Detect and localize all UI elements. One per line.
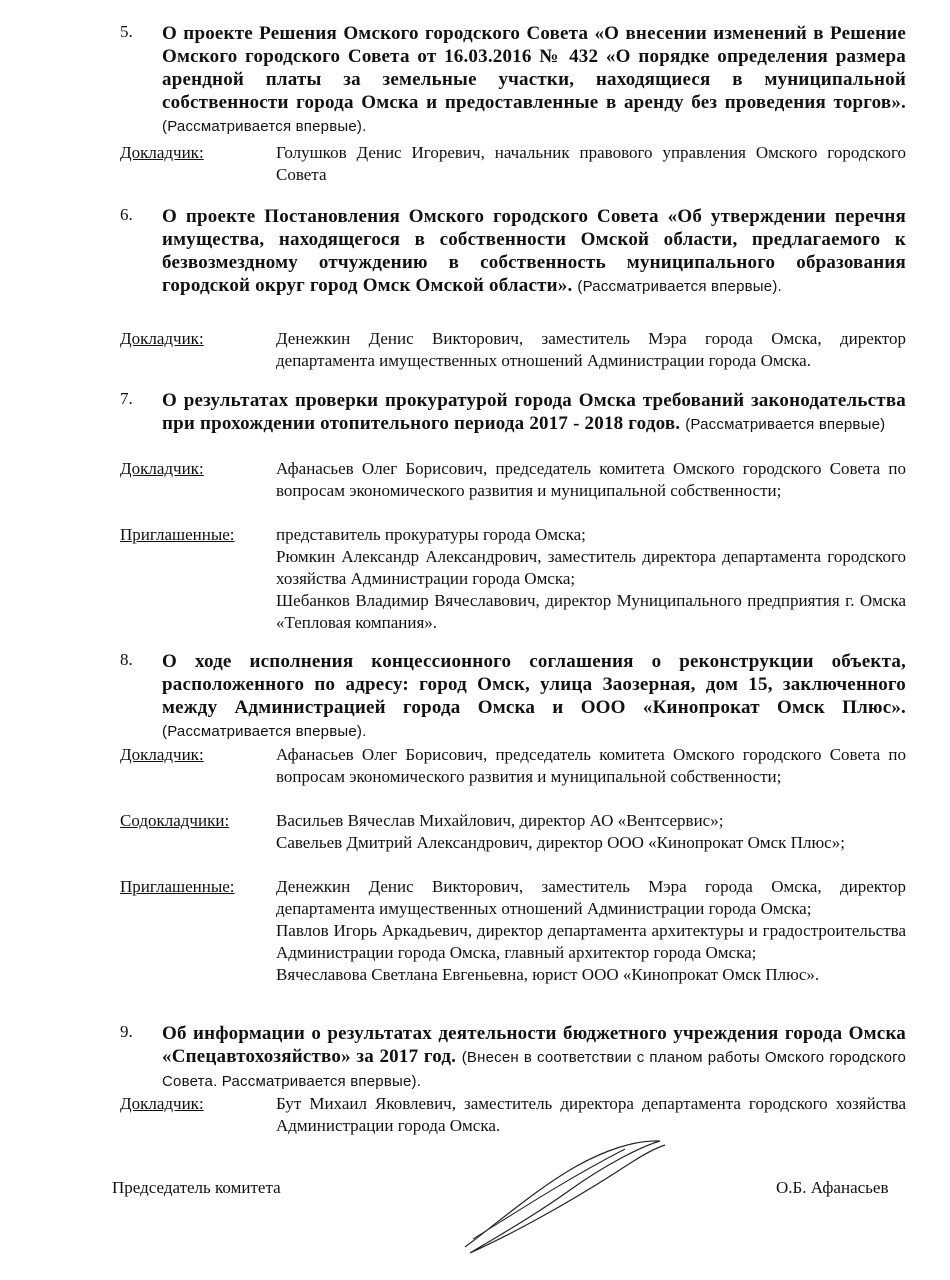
role-row-coreporters	[120, 810, 906, 854]
person-entry: Шебанков Владимир Вячеславович, директор Муниципального предприятия г. Омска «Тепловая компания».	[276, 591, 906, 632]
role-row-invited	[120, 524, 906, 634]
role-row-reporter	[120, 1093, 906, 1137]
person-entry: Васильев Вячеслав Михайлович, директор АО «Вентсервис»;	[276, 811, 724, 830]
role-label: Приглашенные:	[120, 877, 235, 896]
agenda-item-8	[120, 650, 906, 743]
person-entry: Павлов Игорь Аркадьевич, директор департамента архитектуры и градостроительства Администрации города Омска, главный архитектор города Омска;	[276, 921, 906, 962]
person-entry: Денежкин Денис Викторович, заместитель Мэра города Омска, директор департамента имущественных отношений Администрации города Омска;	[276, 877, 906, 918]
role-label: Содокладчики:	[120, 811, 230, 830]
role-row-reporter	[120, 744, 906, 788]
handwritten-signature	[455, 1135, 675, 1260]
role-label: Докладчик:	[120, 329, 204, 348]
agenda-item-6	[120, 205, 906, 298]
chairman-name: О.Б. Афанасьев	[776, 1178, 889, 1197]
role-persons	[276, 810, 906, 854]
role-row-reporter	[120, 142, 906, 186]
person-entry: Савельев Дмитрий Александрович, директор ООО «Кинопрокат Омск Плюс»;	[276, 833, 845, 852]
role-row-reporter	[120, 458, 906, 502]
person-entry: представитель прокуратуры города Омска;	[276, 525, 586, 544]
agenda-item-5	[120, 22, 906, 138]
role-persons	[276, 876, 906, 986]
role-persons	[276, 1093, 906, 1137]
role-label: Приглашенные:	[120, 525, 235, 544]
item-title: О ходе исполнения концессионного соглашения о реконструкции объекта, расположенного по адресу: город Омск, улица Заозерная, дом 15, заключенного между Администрацией города Омска и ООО «Кинопрокат Омск Плюс». (Рассматривается впервые).	[162, 651, 906, 740]
item-number: 8.	[120, 650, 133, 669]
role-persons	[276, 328, 906, 372]
role-label: Докладчик:	[120, 1094, 204, 1113]
person-entry: Рюмкин Александр Александрович, заместитель директора департамента городского хозяйства Администрации города Омска;	[276, 547, 906, 588]
role-label: Докладчик:	[120, 459, 204, 478]
item-number: 9.	[120, 1022, 133, 1041]
agenda-item-7	[120, 389, 906, 436]
item-number: 6.	[120, 205, 133, 224]
role-persons	[276, 458, 906, 502]
person-entry: Бут Михаил Яковлевич, заместитель директора департамента городского хозяйства Администрации города Омска.	[276, 1094, 906, 1135]
item-note: (Рассматривается впервые).	[577, 278, 782, 295]
item-title: О проекте Решения Омского городского Совета «О внесении изменений в Решение Омского городского Совета от 16.03.2016 № 432 «О порядке определения размера арендной платы за земельные участки, находящиеся в муниципальной собственности города Омска и предоставленные в аренду без проведения торгов». (Рассматривается впервые).	[162, 23, 906, 135]
item-title: О результатах проверки прокуратурой города Омска требований законодательства при прохождении отопительного периода 2017 - 2018 годов. (Рассматривается впервые)	[162, 390, 906, 434]
agenda-item-9	[120, 1022, 906, 1093]
item-note: (Внесен в соответствии с планом работы Омского городского Совета. Рассматривается впервые).	[162, 1049, 906, 1090]
chairman-position: Председатель комитета	[112, 1178, 281, 1197]
role-persons	[276, 142, 906, 186]
item-number: 5.	[120, 22, 133, 41]
person-entry: Вячеславова Светлана Евгеньевна, юрист ООО «Кинопрокат Омск Плюс».	[276, 965, 820, 984]
item-title: Об информации о результатах деятельности бюджетного учреждения города Омска «Спецавтохозяйство» за 2017 год. (Внесен в соответствии с планом работы Омского городского Совета. Рассматривается впервые).	[162, 1023, 906, 1090]
role-persons	[276, 744, 906, 788]
role-label: Докладчик:	[120, 745, 204, 764]
item-title: О проекте Постановления Омского городского Совета «Об утверждении перечня имущества, находящегося в собственности Омской области, предлагаемого к безвозмездному отчуждению в собственность муниципального образования городской округ город Омск Омской области». (Рассматривается впервые).	[162, 206, 906, 296]
item-number: 7.	[120, 389, 133, 408]
role-label: Докладчик:	[120, 143, 204, 162]
role-row-invited	[120, 876, 906, 986]
role-persons	[276, 524, 906, 634]
person-entry: Афанасьев Олег Борисович, председатель комитета Омского городского Совета по вопросам экономического развития и муниципальной собственности;	[276, 745, 906, 786]
person-entry: Голушков Денис Игоревич, начальник правового управления Омского городского Совета	[276, 143, 906, 184]
item-note: (Рассматривается впервые).	[162, 723, 367, 740]
item-note: (Рассматривается впервые)	[685, 416, 886, 433]
role-row-reporter	[120, 328, 906, 372]
person-entry: Денежкин Денис Викторович, заместитель Мэра города Омска, директор департамента имущественных отношений Администрации города Омска.	[276, 329, 906, 370]
person-entry: Афанасьев Олег Борисович, председатель комитета Омского городского Совета по вопросам экономического развития и муниципальной собственности;	[276, 459, 906, 500]
item-note: (Рассматривается впервые).	[162, 118, 367, 135]
